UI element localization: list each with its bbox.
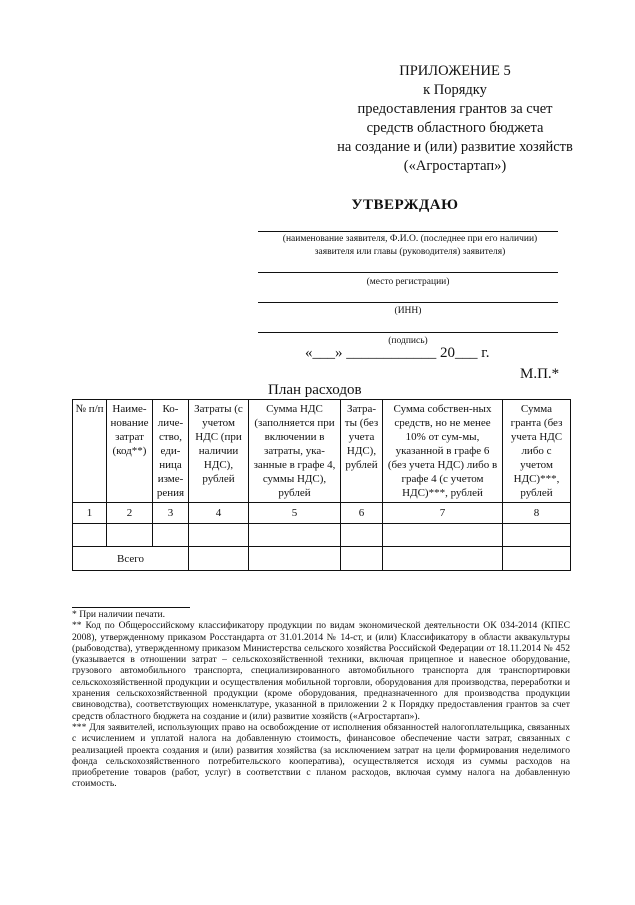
col-header-3: Ко-личе-ство, еди-ница изме-рения <box>153 400 189 503</box>
col-header-6: Затра-ты (без учета НДС), рублей <box>341 400 383 503</box>
col-header-2: Наиме-нование затрат (код**) <box>107 400 153 503</box>
table-header-row <box>73 400 571 503</box>
expense-plan-table <box>72 399 571 571</box>
column-number: 4 <box>189 503 249 524</box>
table-cell <box>249 547 341 571</box>
inn-line <box>258 302 558 303</box>
total-label: Всего <box>73 547 189 571</box>
applicant-caption-2: заявителя или главы (руководителя) заявителя) <box>314 247 506 257</box>
appendix-line-2: предоставления грантов за счет <box>357 101 553 117</box>
col-header-8: Сумма гранта (без учета НДС либо с учетом НДС)***, рублей <box>503 400 571 503</box>
col-header-4: Затраты (с учетом НДС (при наличии НДС), рублей <box>189 400 249 503</box>
date-line: «___» ____________ 20___ г. <box>305 345 490 361</box>
footnote-3: *** Для заявителей, использующих право на освобождение от исполнения обязанностей налогоплательщика, связанных с исчислением и уплатой налога на добавленную стоимость, финансовое обеспечение части затрат, связанных с реализацией проекта создания и (или) развития хозяйства (за исключением затрат на цели формирования неделимого фонда сельскохозяйственного потребительского кооператива), осуществляется исходя из суммы расходов на приобретение товаров (работ, услуг) в соответствии с планом расходов, включая сумму налога на добавленную стоимость. <box>72 721 570 790</box>
footnote-2: ** Код по Общероссийскому классификатору продукции по видам экономической деятельности ОК 034-2014 (КПЕС 2008), утвержденному приказом Росстандарта от 31.01.2014 № 14-ст, и (или) Классификатору в области аквакультуры (рыбоводства), утвержденному приказом Министерства сельского хозяйства Российской Федерации от 18.11.2014 № 452 (указывается в отношении затрат – сельскохозяйственной техники, включая прицепное и навесное оборудование, грузового автомобильного транспорта, специализированного автомобильного транспорта для транспортировки сельскохозяйственной продукции и осуществления мобильной торговли, оборудования для производства, переработки и хранения сельскохозяйственной продукции (кроме оборудования, предназначенного для производства продукции свиноводства), соответствующих номенклатуре, указанной в приложении 2 к Порядку предоставления грантов за счет средств областного бюджета на создание и (или) развитие хозяйств («Агростартап»). <box>72 620 570 722</box>
applicant-name-line <box>258 231 558 232</box>
table-cell <box>503 547 571 571</box>
table-cell <box>341 524 383 547</box>
inn-caption: (ИНН) <box>394 306 422 316</box>
col-header-7: Сумма собствен-ных средств, но не менее 10% от сум-мы, указанной в графе 6 (без учета НДС) либо в графе 4 (с учетом НДС)***, рублей <box>383 400 503 503</box>
appendix-line-1: к Порядку <box>423 82 487 98</box>
applicant-caption-1: (наименование заявителя, Ф.И.О. (последнее при его наличии) <box>282 234 538 244</box>
signature-caption: (подпись) <box>388 336 428 346</box>
footnotes <box>72 609 570 790</box>
footnote-1: * При наличии печати. <box>72 609 166 620</box>
table-cell <box>189 547 249 571</box>
appendix-header <box>315 62 595 176</box>
table-cell <box>189 524 249 547</box>
column-number: 1 <box>73 503 107 524</box>
place-caption: (место регистрации) <box>366 277 450 287</box>
table-cell <box>73 524 107 547</box>
appendix-line-3: средств областного бюджета <box>366 120 544 136</box>
column-number: 3 <box>153 503 189 524</box>
column-number: 7 <box>383 503 503 524</box>
footnote-divider <box>72 607 190 608</box>
table-cell <box>153 524 189 547</box>
table-cell <box>249 524 341 547</box>
signature-line <box>258 332 558 333</box>
column-number-row <box>73 503 571 524</box>
appendix-line-5: («Агростартап») <box>403 158 507 174</box>
approval-heading: УТВЕРЖДАЮ <box>351 197 459 213</box>
appendix-title: ПРИЛОЖЕНИЕ 5 <box>399 63 511 79</box>
plan-title: План расходов <box>268 382 362 398</box>
column-number: 2 <box>107 503 153 524</box>
col-header-5: Сумма НДС (заполняется при включении в затраты, ука-занные в графе 4, суммы НДС), рублей <box>249 400 341 503</box>
table-cell <box>503 524 571 547</box>
table-cell <box>383 547 503 571</box>
appendix-line-4: на создание и (или) развитие хозяйств <box>337 139 573 155</box>
place-line <box>258 272 558 273</box>
col-header-1: № п/п <box>73 400 107 503</box>
table-row <box>73 524 571 547</box>
table-cell <box>341 547 383 571</box>
column-number: 8 <box>503 503 571 524</box>
column-number: 5 <box>249 503 341 524</box>
total-row <box>73 547 571 571</box>
stamp-mark: М.П.* <box>520 366 560 382</box>
column-number: 6 <box>341 503 383 524</box>
table-cell <box>107 524 153 547</box>
table-cell <box>383 524 503 547</box>
